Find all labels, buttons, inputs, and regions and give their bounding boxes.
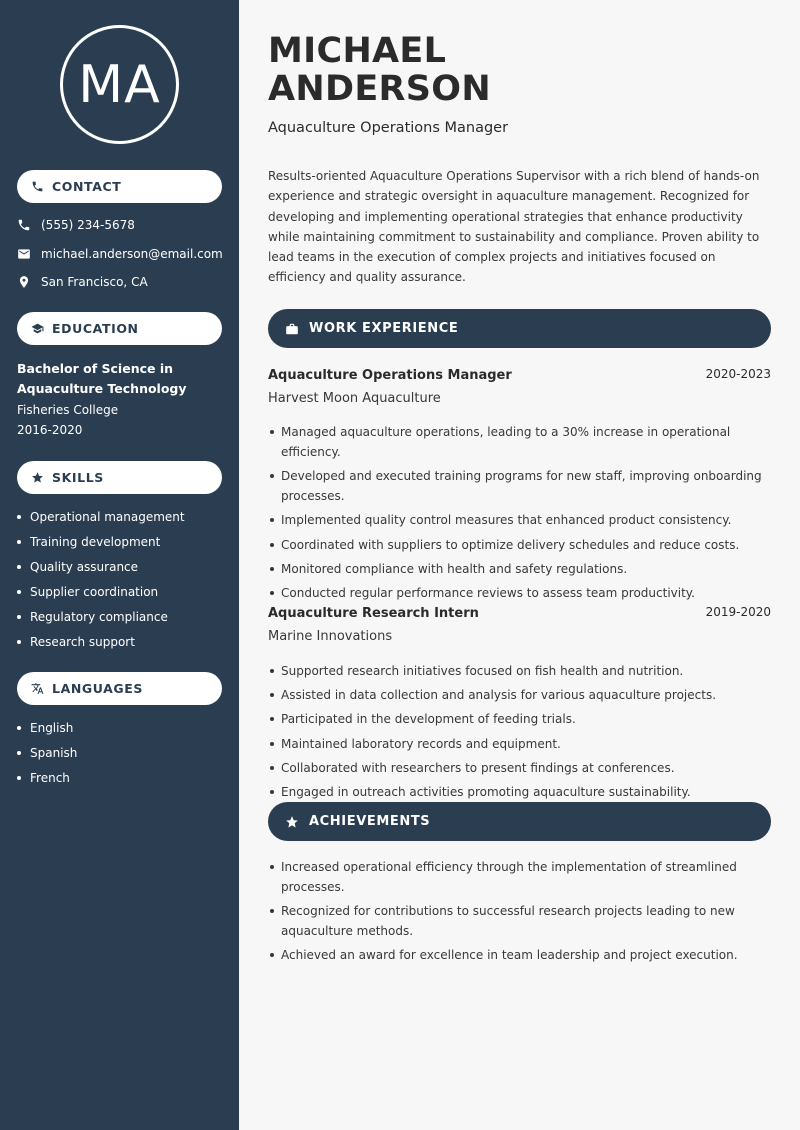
skill-item: Regulatory compliance — [17, 604, 185, 629]
job-dates: 2020-2023 — [705, 367, 771, 381]
languages-list — [17, 715, 77, 790]
monogram-avatar: MA — [60, 25, 179, 144]
job-bullet: Collaborated with researchers to present findings at conferences. — [268, 758, 772, 778]
skills-list — [17, 504, 185, 654]
achievement-item: Increased operational efficiency through the implementation of streamlined processes. — [268, 857, 772, 897]
language-item: English — [17, 715, 77, 740]
education-heading-label: EDUCATION — [52, 321, 139, 336]
contact-phone-text: (555) 234-5678 — [41, 218, 135, 232]
job-company: Harvest Moon Aquaculture — [268, 391, 441, 406]
language-item: French — [17, 765, 77, 790]
job-bullet: Assisted in data collection and analysis for various aquaculture projects. — [268, 685, 772, 705]
achievements-list — [268, 857, 772, 970]
work-experience-heading — [268, 309, 771, 348]
contact-location-text: San Francisco, CA — [41, 275, 148, 289]
skill-item: Quality assurance — [17, 554, 185, 579]
job-bullet: Managed aquaculture operations, leading to a 30% increase in operational efficiency. — [268, 422, 772, 462]
email-icon — [17, 247, 31, 261]
job-bullet: Supported research initiatives focused on fish health and nutrition. — [268, 661, 772, 681]
job-dates: 2019-2020 — [705, 605, 771, 619]
education-degree: Bachelor of Science in Aquaculture Technology — [17, 361, 187, 396]
star-icon — [285, 815, 299, 829]
job-title-headline: Aquaculture Operations Manager — [268, 120, 509, 136]
job-role: Aquaculture Research Intern — [268, 606, 479, 621]
achievements-heading-label: ACHIEVEMENTS — [309, 814, 431, 829]
job-bullet: Engaged in outreach activities promoting aquaculture sustainability. — [268, 782, 772, 802]
job-company: Marine Innovations — [268, 629, 393, 644]
job-bullet: Participated in the development of feeding trials. — [268, 709, 772, 729]
skill-item: Training development — [17, 529, 185, 554]
skill-item: Operational management — [17, 504, 185, 529]
translate-icon — [31, 682, 44, 695]
skills-heading-label: SKILLS — [52, 470, 104, 485]
name-line-first: MICHAEL — [268, 31, 447, 71]
contact-phone[interactable] — [17, 218, 135, 232]
candidate-name — [268, 32, 491, 108]
graduation-cap-icon — [31, 322, 44, 335]
contact-heading — [17, 170, 222, 203]
skill-item: Research support — [17, 629, 185, 654]
briefcase-icon — [285, 322, 299, 336]
languages-heading — [17, 672, 222, 705]
job-role: Aquaculture Operations Manager — [268, 368, 512, 383]
education-heading — [17, 312, 222, 345]
star-icon — [31, 471, 44, 484]
job-responsibilities — [268, 422, 772, 607]
contact-email[interactable] — [17, 247, 223, 261]
contact-location — [17, 275, 148, 289]
education-years: 2016-2020 — [17, 423, 83, 437]
language-item: Spanish — [17, 740, 77, 765]
job-bullet: Developed and executed training programs for new staff, improving onboarding processes. — [268, 466, 772, 506]
location-pin-icon — [17, 275, 31, 289]
skills-heading — [17, 461, 222, 494]
sidebar — [0, 0, 239, 1130]
languages-heading-label: LANGUAGES — [52, 681, 144, 696]
job-bullet: Coordinated with suppliers to optimize delivery schedules and reduce costs. — [268, 535, 772, 555]
job-bullet: Implemented quality control measures that enhanced product consistency. — [268, 510, 772, 530]
achievement-item: Achieved an award for excellence in team leadership and project execution. — [268, 945, 772, 965]
contact-email-text: michael.anderson@email.com — [41, 247, 223, 261]
achievement-item: Recognized for contributions to successful research projects leading to new aquaculture methods. — [268, 901, 772, 941]
achievements-heading — [268, 802, 771, 841]
contact-heading-label: CONTACT — [52, 179, 122, 194]
job-bullet: Monitored compliance with health and safety regulations. — [268, 559, 772, 579]
job-responsibilities — [268, 661, 772, 806]
job-bullet: Maintained laboratory records and equipment. — [268, 734, 772, 754]
phone-icon — [31, 180, 44, 193]
phone-icon — [17, 218, 31, 232]
education-school: Fisheries College — [17, 403, 119, 417]
skill-item: Supplier coordination — [17, 579, 185, 604]
job-bullet: Conducted regular performance reviews to assess team productivity. — [268, 583, 772, 603]
name-line-last: ANDERSON — [268, 69, 491, 109]
work-experience-heading-label: WORK EXPERIENCE — [309, 321, 459, 336]
profile-summary: Results-oriented Aquaculture Operations Supervisor with a rich blend of hands-on experience and strategic oversight in aquaculture management. Recognized for developing and implementing operational strategies that enhance productivity while maintaining commitment to sustainability and compliance. Proven ability to lead teams in the execution of complex projects and initiatives focused on efficiency and quality assurance. — [268, 169, 760, 285]
